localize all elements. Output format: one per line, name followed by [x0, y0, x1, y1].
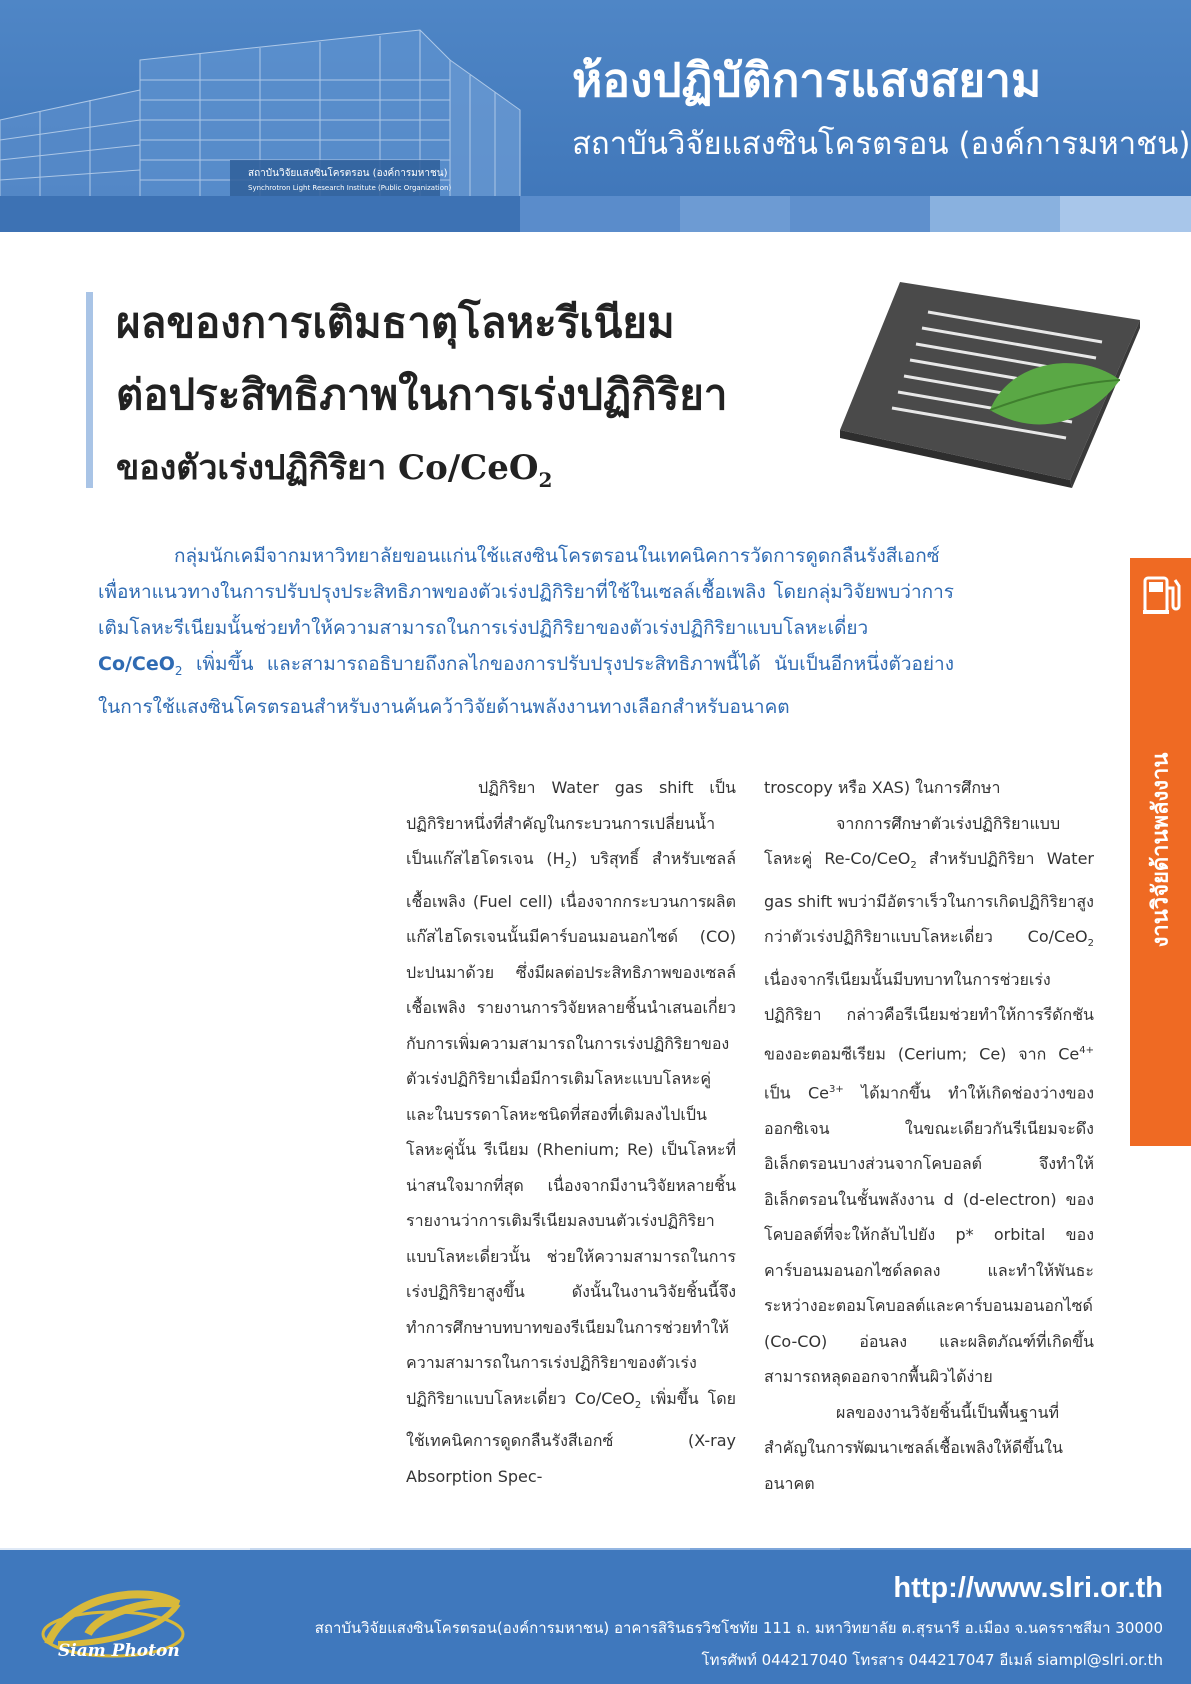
abstract-formula: Co/CeO — [98, 653, 175, 675]
c2-sup-d: 4+ — [1079, 1044, 1094, 1056]
sign-text-th: สถาบันวิจัยแสงซินโครตรอน (องค์การมหาชน) — [248, 168, 448, 179]
abstract-formula-sub: 2 — [174, 663, 183, 678]
body-column-1 — [406, 770, 736, 1494]
c1-text-a: ปฏิกิริยา Water gas shift เป็นปฏิกิริยาหนึ่งที่สำคัญในกระบวนการเปลี่ยนน้ำเป็นแก๊สไฮโดรเจน (H — [406, 778, 736, 868]
c2-text-d: เนื่องจากรีเนียมนั้นมีบทบาทในการช่วยเร่งปฏิกิริยา กล่าวคือรีเนียมช่วยทำให้การรีดักชันของอะตอมซีเรียม (Cerium; Ce) จาก Ce — [764, 969, 1094, 1064]
abstract-text-2: เพิ่มขึ้น และสามารถอธิบายถึงกลไกของการปรับปรุงประสิทธิภาพนี้ได้ นับเป็นอีกหนึ่งตัวอย่างในการใช้แสงซินโครตรอนสำหรับงานค้นคว้าวิจัยด้านพลังงานทางเลือกสำหรับอนาคต — [98, 653, 954, 718]
column2-paragraph-3 — [764, 1395, 1094, 1502]
c1-text-b: ) บริสุทธิ์ สำหรับเซลล์เชื้อเพลิง (Fuel cell) เนื่องจากกระบวนการผลิตแก๊สไฮโดรเจนนั้นมีคาร์บอนมอนอกไซด์ (CO) ปะปนมาด้วย ซึ่งมีผลต่อประสิทธิภาพของเซลล์เชื้อเพลิง รายงานการวิจัยหลายชิ้นนำเสนอเกี่ยวกับการเพิ่มความสามารถในการเร่งปฏิกิริยาของตัวเร่งปฏิกิริยาเมื่อมีการเติมโลหะแบบโลหะคู่ และในบรรดาโลหะชนิดที่สองที่เติมลงไปเป็นโลหะคู่นั้น รีเนียม (Rhenium; Re) เป็นโลหะที่น่าสนใจมากที่สุด เนื่องจากมีงานวิจัยหลายชิ้นรายงานว่าการเติมรีเนียมลงบนตัวเร่งปฏิกิริยาแบบโลหะเดี่ยวนั้น ช่วยให้ความสามารถในการเร่งปฏิกิริยาสูงขึ้น ดังนั้นในงานวิจัยชิ้นนี้จึงทำการศึกษาบทบาทของรีเนียมในการช่วยทำให้ความสามารถในการเร่งปฏิกิริยาของตัวเร่งปฏิกิริยาแบบโลหะเดี่ยว Co/CeO — [406, 849, 736, 1408]
page-header — [0, 0, 1191, 232]
footer-contact: โทรศัพท์ 044217040 โทรสาร 044217047 อีเมล์ siampl@slri.or.th — [701, 1651, 1163, 1669]
website-link[interactable]: http://www.slri.or.th — [893, 1572, 1163, 1604]
body-column-2 — [764, 770, 1094, 1501]
title-accent-bar — [86, 292, 93, 488]
header-title: ห้องปฏิบัติการแสงสยาม — [572, 53, 1042, 107]
fuel-pump-icon — [1143, 572, 1181, 616]
article-title-line1: ผลของการเติมธาตุโลหะรีเนียม — [116, 298, 675, 347]
logo-text: Siam Photon — [58, 1641, 180, 1661]
header-subtitle: สถาบันวิจัยแสงซินโครตรอน (องค์การมหาชน) — [572, 126, 1191, 162]
footer-address: สถาบันวิจัยแสงซินโครตรอน(องค์การมหาชน) อาคารสิรินธรวิชโชทัย 111 ถ. มหาวิทยาลัย ต.สุรนารี อ.เมือง จ.นครราชสีมา 30000 — [314, 1619, 1163, 1637]
siam-photon-logo — [28, 1574, 198, 1674]
article-title-line2: ต่อประสิทธิภาพในการเร่งปฏิกิริยา — [116, 370, 728, 419]
abstract-text-1: กลุ่มนักเคมีจากมหาวิทยาลัยขอนแก่นใช้แสงซินโครตรอนในเทคนิคการวัดการดูดกลืนรังสีเอกซ์ เพื่อหาแนวทางในการปรับปรุงประสิทธิภาพของตัวเร่งปฏิกิริยาที่ใช้ในเซลล์เชื้อเพลิง โดยกลุ่มวิจัยพบว่าการเติมโลหะรีเนียมนั้นช่วยทำให้ความสามารถในการเร่งปฏิกิริยาของตัวเร่งปฏิกิริยาแบบโลหะเดี่ยว — [98, 545, 954, 639]
c2-text-g: ผลของงานวิจัยชิ้นนี้เป็นพื้นฐานที่สำคัญในการพัฒนาเซลล์เชื้อเพลิงให้ดีขึ้นในอนาคต — [764, 1402, 1063, 1493]
c2-sup-e: 3+ — [829, 1083, 844, 1095]
c1-text-c: เพิ่มขึ้น โดยใช้เทคนิคการดูดกลืนรังสีเอกซ์ (X-ray Absorption Spec- — [406, 1388, 737, 1486]
title-subscript: 2 — [538, 467, 553, 492]
c2-sub-b: 2 — [910, 860, 917, 872]
c2-text-b: จากการศึกษาตัวเร่งปฏิกิริยาแบบโลหะคู่ Re-Co/CeO — [764, 813, 1061, 868]
catalyst-chip-image — [840, 270, 1140, 490]
c2-text-f: ได้มากขึ้น ทำให้เกิดช่องว่างของออกซิเจน ในขณะเดียวกันรีเนียมจะดึงอิเล็กตรอนบางส่วนจากโคบอลต์ จึงทำให้อิเล็กตรอนในชั้นพลังงาน d (d-electron) ของโคบอลต์ที่จะให้กลับไปยัง p* orbital ของคาร์บอนมอนอกไซด์ลดลง และทำให้พันธะระหว่างอะตอมโคบอลต์และคาร์บอนมอนอกไซด์ (Co-CO) อ่อนลง และผลิตภัณฑ์ที่เกิดขึ้นสามารถหลุดออกจากพื้นผิวได้ง่าย — [764, 1083, 1095, 1387]
c1-sub-b: 2 — [634, 1399, 642, 1411]
header-strip — [0, 196, 1191, 232]
c2-text-a: troscopy หรือ XAS) ในการศึกษา — [764, 778, 1001, 797]
sign-text-en: Synchrotron Light Research Institute (Public Organization) — [248, 184, 452, 192]
c1-sub-a: 2 — [564, 860, 572, 872]
c2-text-c: สำหรับปฏิกิริยา Water gas shift พบว่ามีอัตราเร็วในการเกิดปฏิกิริยาสูงกว่าตัวเร่งปฏิกิริยาแบบโลหะเดี่ยว Co/CeO — [764, 849, 1094, 947]
column2-paragraph-2 — [764, 806, 1094, 1395]
abstract-paragraph — [98, 538, 954, 725]
article-title-line3 — [116, 440, 552, 494]
c2-sub-c: 2 — [1087, 938, 1094, 950]
column1-paragraph — [406, 770, 736, 1494]
c2-text-e: เป็น Ce — [764, 1083, 830, 1103]
category-label: งานวิจัยด้านพลังงาน — [1148, 752, 1174, 948]
column2-paragraph-1 — [764, 770, 1094, 806]
title-line3-text: ของตัวเร่งปฏิกิริยา Co/CeO — [116, 448, 539, 488]
